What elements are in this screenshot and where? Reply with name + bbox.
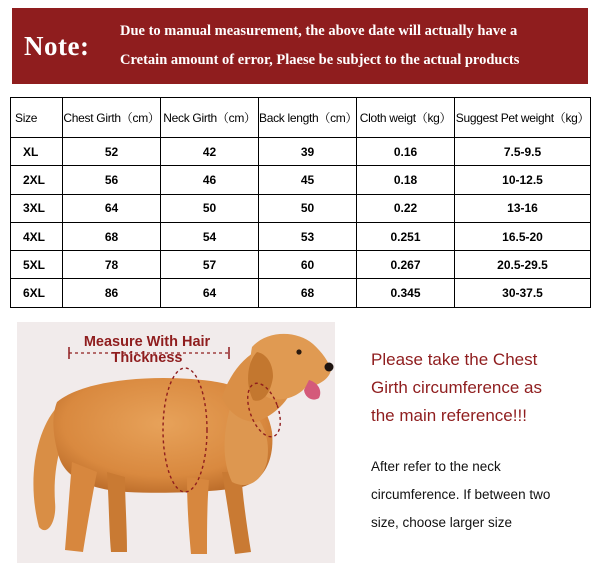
cell-pet-weight: 13-16 xyxy=(455,194,591,222)
cell-chest: 78 xyxy=(63,251,161,279)
note-banner xyxy=(12,8,588,84)
dog-eye xyxy=(296,349,301,354)
cell-back: 39 xyxy=(259,138,357,166)
cell-back: 68 xyxy=(259,279,357,307)
measure-with-hair-label: Measure With Hair Thickness xyxy=(83,334,211,366)
cell-size: XL xyxy=(11,138,63,166)
cell-cloth-weight: 0.18 xyxy=(357,166,455,194)
header-back-length: Back length（cm） xyxy=(259,98,357,138)
cell-pet-weight: 16.5-20 xyxy=(455,222,591,250)
table-row xyxy=(11,251,591,279)
table-row xyxy=(11,194,591,222)
cell-size: 4XL xyxy=(11,222,63,250)
size-chart-table xyxy=(10,97,591,308)
cell-neck: 64 xyxy=(161,279,259,307)
cell-cloth-weight: 0.345 xyxy=(357,279,455,307)
cell-neck: 42 xyxy=(161,138,259,166)
cell-chest: 68 xyxy=(63,222,161,250)
cell-size: 2XL xyxy=(11,166,63,194)
header-chest-girth: Chest Girth（cm） xyxy=(63,98,161,138)
table-row xyxy=(11,222,591,250)
dog-leg-front-left xyxy=(187,477,209,554)
cell-pet-weight: 30-37.5 xyxy=(455,279,591,307)
note-text xyxy=(112,17,519,75)
cell-neck: 54 xyxy=(161,222,259,250)
cell-size: 5XL xyxy=(11,251,63,279)
cell-back: 45 xyxy=(259,166,357,194)
cell-size: 6XL xyxy=(11,279,63,307)
table-header-row xyxy=(11,98,591,138)
cell-pet-weight: 10-12.5 xyxy=(455,166,591,194)
cell-cloth-weight: 0.16 xyxy=(357,138,455,166)
table-row xyxy=(11,166,591,194)
note-label: Note: xyxy=(24,30,90,61)
header-cloth-weight: Cloth weigt（kg） xyxy=(357,98,455,138)
cell-cloth-weight: 0.22 xyxy=(357,194,455,222)
header-pet-weight: Suggest Pet weight（kg） xyxy=(455,98,591,138)
cell-chest: 52 xyxy=(63,138,161,166)
neck-size-advice-text: After refer to the neck circumference. If between two size, choose larger size xyxy=(371,459,551,530)
table-row xyxy=(11,279,591,307)
dog-leg-back-left xyxy=(65,462,97,552)
table-row xyxy=(11,138,591,166)
cell-pet-weight: 20.5-29.5 xyxy=(455,251,591,279)
cell-neck: 50 xyxy=(161,194,259,222)
header-size: Size xyxy=(11,98,63,138)
cell-neck: 46 xyxy=(161,166,259,194)
cell-cloth-weight: 0.267 xyxy=(357,251,455,279)
cell-chest: 64 xyxy=(63,194,161,222)
cell-chest: 56 xyxy=(63,166,161,194)
cell-neck: 57 xyxy=(161,251,259,279)
cell-cloth-weight: 0.251 xyxy=(357,222,455,250)
cell-chest: 86 xyxy=(63,279,161,307)
dog-leg-back-right xyxy=(107,472,127,552)
cell-back: 60 xyxy=(259,251,357,279)
cell-size: 3XL xyxy=(11,194,63,222)
note-line-2: Cretain amount of error, Plaese be subject to the actual products xyxy=(120,52,520,68)
cell-back: 50 xyxy=(259,194,357,222)
header-neck-girth: Neck Girth（cm） xyxy=(161,98,259,138)
dog-measurement-image xyxy=(17,322,335,563)
dog-nose xyxy=(325,363,334,372)
chest-girth-reference-text: Please take the Chest Girth circumference as the main reference!!! xyxy=(371,350,542,425)
cell-back: 53 xyxy=(259,222,357,250)
cell-pet-weight: 7.5-9.5 xyxy=(455,138,591,166)
note-line-1: Due to manual measurement, the above date will actually have a xyxy=(120,23,518,39)
